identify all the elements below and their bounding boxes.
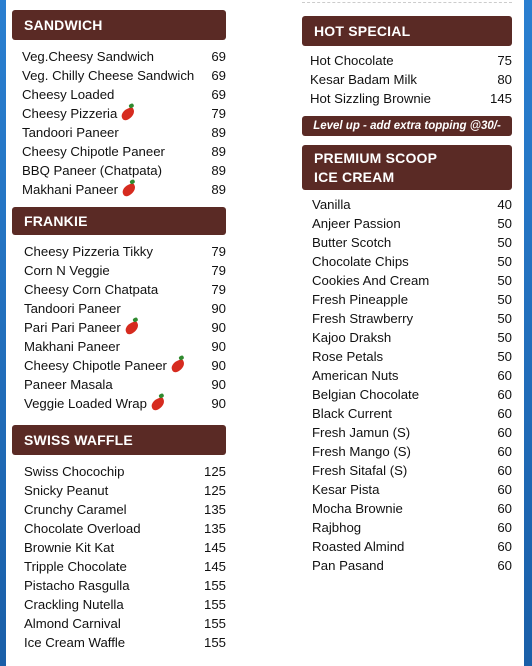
item-name-text: Veg.Cheesy Sandwich	[22, 49, 154, 64]
item-name-text: Kajoo Draksh	[312, 330, 392, 345]
item-name-text: Fresh Mango (S)	[312, 444, 411, 459]
item-name	[312, 366, 398, 385]
item-name-text: Ice Cream Waffle	[24, 635, 126, 650]
item-name-text: Kesar Badam Milk	[310, 72, 418, 87]
menu-item	[24, 394, 226, 413]
item-name	[312, 271, 429, 290]
item-name-text: Crunchy Caramel	[24, 502, 127, 517]
menu-item	[24, 280, 226, 299]
item-name-text: Black Current	[312, 406, 392, 421]
section-title-line2: ICE CREAM	[314, 168, 395, 185]
chili-icon	[120, 106, 137, 121]
sandwich-section	[12, 10, 226, 199]
item-price: 60	[497, 425, 512, 440]
item-name-text: Kesar Pista	[312, 482, 380, 497]
item-price: 155	[203, 635, 226, 650]
menu-item	[312, 499, 512, 518]
menu-item	[24, 375, 226, 394]
menu-item	[312, 423, 512, 442]
menu-item	[24, 538, 226, 557]
item-name	[24, 375, 113, 394]
item-name	[312, 404, 392, 423]
item-price: 89	[211, 163, 226, 178]
item-name-text: Veg. Chilly Cheese Sandwich	[22, 68, 195, 83]
item-name-text: Crackling Nutella	[24, 597, 124, 612]
item-price: 145	[489, 91, 512, 106]
item-name-text: Tandoori Paneer	[24, 301, 121, 316]
item-name-text: Brownie Kit Kat	[24, 540, 115, 555]
menu-item	[312, 385, 512, 404]
item-price: 69	[211, 49, 226, 64]
item-name	[310, 51, 394, 70]
item-name	[312, 423, 410, 442]
item-name	[310, 70, 417, 89]
item-name-text: Cheesy Loaded	[22, 87, 115, 102]
item-price: 155	[203, 597, 226, 612]
item-name	[312, 290, 408, 309]
item-name-text: Vanilla	[312, 197, 351, 212]
item-name-text: Veggie Loaded Wrap	[24, 396, 147, 411]
item-price: 60	[497, 444, 512, 459]
menu-item	[312, 252, 512, 271]
item-price: 50	[497, 330, 512, 345]
item-price: 135	[203, 502, 226, 517]
menu-item	[310, 51, 512, 70]
item-name	[24, 481, 108, 500]
cut-off-previous-section	[302, 0, 512, 3]
menu-item	[312, 290, 512, 309]
item-name	[312, 556, 384, 575]
item-price: 89	[211, 182, 226, 197]
menu-item	[310, 70, 512, 89]
frankie-section	[12, 207, 226, 413]
item-price: 79	[211, 282, 226, 297]
item-name	[24, 280, 158, 299]
item-price: 50	[497, 349, 512, 364]
swiss-waffle-section	[12, 425, 226, 652]
item-name	[312, 461, 407, 480]
item-price: 90	[211, 320, 226, 335]
menu-item	[22, 85, 226, 104]
item-price: 50	[497, 216, 512, 231]
item-name-text: Cheesy Pizzeria Tikky	[24, 244, 153, 259]
item-name-text: Chocolate Chips	[312, 254, 409, 269]
item-name-text: Paneer Masala	[24, 377, 113, 392]
item-price: 60	[497, 539, 512, 554]
item-name-text: Chocolate Overload	[24, 521, 141, 536]
menu-item	[22, 123, 226, 142]
menu-item	[312, 233, 512, 252]
menu-item	[22, 47, 226, 66]
item-name-text: Belgian Chocolate	[312, 387, 420, 402]
item-name-text: Makhani Paneer	[22, 182, 119, 197]
chili-icon	[123, 320, 140, 335]
item-price: 155	[203, 578, 226, 593]
menu-item	[312, 537, 512, 556]
item-name-text: Snicky Peanut	[24, 483, 109, 498]
item-name	[312, 328, 391, 347]
menu-item	[312, 347, 512, 366]
item-price: 80	[497, 72, 512, 87]
item-name-text: Fresh Jamun (S)	[312, 425, 411, 440]
item-price: 60	[497, 501, 512, 516]
menu-item	[22, 142, 226, 161]
item-name	[22, 85, 114, 104]
item-name	[24, 595, 124, 614]
item-name	[24, 462, 124, 481]
item-name-text: Cheesy Corn Chatpata	[24, 282, 159, 297]
item-name-text: Mocha Brownie	[312, 501, 403, 516]
menu-item	[22, 104, 226, 123]
item-name	[24, 261, 110, 280]
item-name	[312, 347, 383, 366]
menu-item	[312, 366, 512, 385]
item-price: 50	[497, 292, 512, 307]
menu-item	[312, 461, 512, 480]
item-name-text: Anjeer Passion	[312, 216, 401, 231]
item-name	[24, 557, 127, 576]
item-name-text: Hot Chocolate	[310, 53, 394, 68]
item-name-text: Pistacho Rasgulla	[24, 578, 130, 593]
item-price: 50	[497, 254, 512, 269]
section-header	[302, 16, 512, 46]
item-name	[24, 500, 127, 519]
item-name	[24, 337, 120, 356]
item-name-text: American Nuts	[312, 368, 399, 383]
banner-text: Level up - add extra topping @30/-	[302, 116, 512, 136]
item-price: 75	[497, 53, 512, 68]
menu-list	[12, 462, 226, 652]
section-title: SANDWICH	[24, 17, 103, 33]
menu-item	[24, 337, 226, 356]
item-name-text: Swiss Chocochip	[24, 464, 125, 479]
item-name	[22, 104, 135, 123]
menu-item	[312, 214, 512, 233]
item-name	[22, 142, 165, 161]
item-price: 90	[211, 377, 226, 392]
item-name-text: Pari Pari Paneer	[24, 320, 121, 335]
chili-icon	[121, 182, 138, 197]
premium-scoop-section	[302, 145, 512, 575]
item-name-text: BBQ Paneer (Chatpata)	[22, 163, 163, 178]
item-price: 79	[211, 263, 226, 278]
menu-list	[12, 47, 226, 199]
section-title: HOT SPECIAL	[314, 23, 411, 39]
item-name	[24, 318, 139, 337]
item-price: 79	[211, 244, 226, 259]
section-header	[12, 10, 226, 40]
menu-item	[312, 442, 512, 461]
item-price: 89	[211, 144, 226, 159]
item-price: 50	[497, 235, 512, 250]
menu-item	[24, 500, 226, 519]
item-name	[312, 214, 401, 233]
item-name-text: Fresh Sitafal (S)	[312, 463, 408, 478]
item-name	[24, 519, 141, 538]
item-name	[22, 66, 194, 85]
menu-item	[24, 261, 226, 280]
item-name	[312, 442, 411, 461]
item-price: 89	[211, 125, 226, 140]
item-name	[312, 385, 419, 404]
menu-item	[312, 309, 512, 328]
menu-item	[312, 271, 512, 290]
menu-item	[24, 576, 226, 595]
item-price: 60	[497, 406, 512, 421]
menu-item	[24, 557, 226, 576]
item-name	[312, 499, 403, 518]
item-name-text: Cheesy Pizzeria	[22, 106, 118, 121]
item-name-text: Makhani Paneer	[24, 339, 121, 354]
item-name-text: Pan Pasand	[312, 558, 384, 573]
item-name	[24, 299, 121, 318]
item-price: 125	[203, 464, 226, 479]
menu-item	[22, 161, 226, 180]
item-name-text: Hot Sizzling Brownie	[310, 91, 431, 106]
menu-list	[12, 242, 226, 413]
item-name-text: Tandoori Paneer	[22, 125, 119, 140]
item-price: 60	[497, 387, 512, 402]
item-name	[24, 394, 165, 413]
menu-item	[24, 462, 226, 481]
item-price: 90	[211, 339, 226, 354]
item-price: 60	[497, 482, 512, 497]
item-name	[22, 180, 136, 199]
menu-list	[302, 195, 512, 575]
item-price: 60	[497, 463, 512, 478]
item-name-text: Roasted Almind	[312, 539, 405, 554]
hot-special-section	[302, 16, 512, 108]
left-edge-strip	[0, 0, 6, 666]
item-name-text: Rose Petals	[312, 349, 384, 364]
item-price: 60	[497, 558, 512, 573]
section-header	[12, 425, 226, 455]
item-name	[312, 480, 379, 499]
menu-item	[24, 356, 226, 375]
item-price: 50	[497, 273, 512, 288]
menu-item	[24, 481, 226, 500]
item-name-text: Almond Carnival	[24, 616, 121, 631]
menu-item	[24, 595, 226, 614]
item-name-text: Cheesy Chipotle Paneer	[24, 358, 167, 373]
menu-item	[312, 480, 512, 499]
section-header	[12, 207, 226, 235]
item-name	[22, 123, 119, 142]
item-price: 135	[203, 521, 226, 536]
item-name	[312, 518, 361, 537]
item-price: 69	[211, 87, 226, 102]
item-name-text: Butter Scotch	[312, 235, 392, 250]
chili-icon	[169, 358, 186, 373]
menu-item	[312, 518, 512, 537]
menu-item	[22, 66, 226, 85]
item-price: 50	[497, 311, 512, 326]
item-name	[312, 537, 404, 556]
item-name	[22, 47, 154, 66]
menu-item	[312, 556, 512, 575]
item-name	[24, 614, 121, 633]
menu-item	[312, 195, 512, 214]
item-name-text: Tripple Chocolate	[24, 559, 127, 574]
item-price: 125	[203, 483, 226, 498]
section-title: SWISS WAFFLE	[24, 432, 133, 448]
menu-item	[24, 519, 226, 538]
menu-item	[24, 318, 226, 337]
menu-item	[24, 299, 226, 318]
item-price: 60	[497, 520, 512, 535]
item-name	[24, 633, 125, 652]
item-name	[312, 233, 391, 252]
item-name	[24, 242, 153, 261]
section-title-line1: PREMIUM SCOOP	[314, 149, 438, 166]
item-name	[312, 309, 413, 328]
item-price: 90	[211, 301, 226, 316]
item-name	[24, 356, 185, 375]
item-price: 145	[203, 540, 226, 555]
item-price: 155	[203, 616, 226, 631]
item-price: 79	[211, 106, 226, 121]
item-name-text: Cookies And Cream	[312, 273, 430, 288]
menu-list	[302, 51, 512, 108]
right-edge-strip	[524, 0, 532, 666]
item-name	[24, 576, 130, 595]
item-price: 40	[497, 197, 512, 212]
item-name	[22, 161, 162, 180]
menu-item	[312, 328, 512, 347]
chili-icon	[149, 396, 166, 411]
item-name-text: Cheesy Chipotle Paneer	[22, 144, 165, 159]
item-name	[310, 89, 431, 108]
item-name-text: Corn N Veggie	[24, 263, 110, 278]
item-price: 60	[497, 368, 512, 383]
item-name	[312, 252, 409, 271]
item-price: 145	[203, 559, 226, 574]
item-price: 69	[211, 68, 226, 83]
item-name-text: Rajbhog	[312, 520, 362, 535]
section-header	[302, 145, 512, 190]
item-name-text: Fresh Pineapple	[312, 292, 409, 307]
menu-item	[24, 242, 226, 261]
menu-item	[24, 633, 226, 652]
item-price: 90	[211, 358, 226, 373]
item-name	[24, 538, 114, 557]
topping-banner	[302, 116, 512, 136]
menu-item	[312, 404, 512, 423]
item-price: 90	[211, 396, 226, 411]
item-name	[312, 195, 351, 214]
menu-item	[24, 614, 226, 633]
item-name-text: Fresh Strawberry	[312, 311, 414, 326]
menu-item	[22, 180, 226, 199]
menu-item	[310, 89, 512, 108]
section-title: FRANKIE	[24, 213, 88, 229]
